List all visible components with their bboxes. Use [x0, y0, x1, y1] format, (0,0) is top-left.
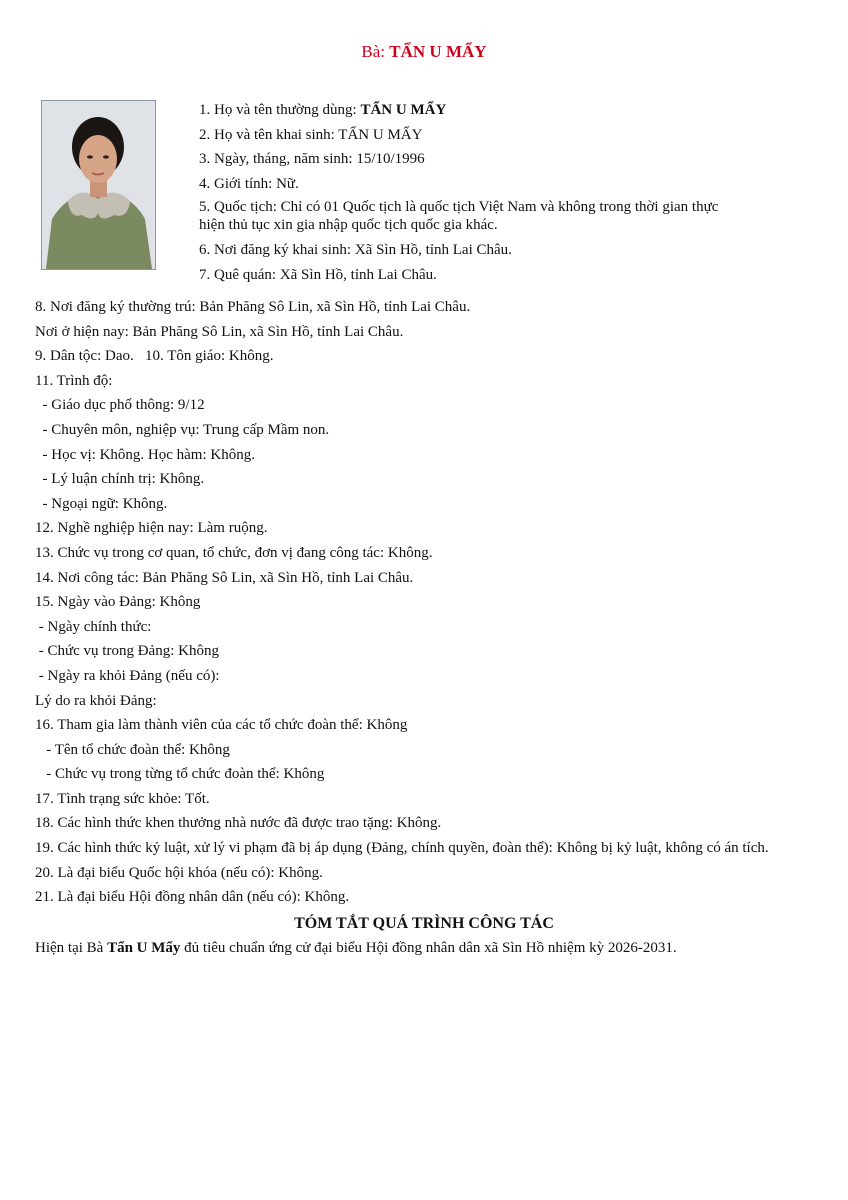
detail-line: - Giáo dục phổ thông: 9/12: [35, 397, 205, 414]
detail-line: Nơi ở hiện nay: Bản Phăng Sô Lin, xã Sìn Hồ, tỉnh Lai Châu.: [35, 323, 404, 340]
detail-line: - Chức vụ trong Đảng: Không: [35, 643, 219, 660]
info-line-5a: 5. Quốc tịch: Chỉ có 01 Quốc tịch là quốc tịch Việt Nam và không trong thời gian thực: [199, 199, 719, 215]
details-list: [35, 295, 825, 960]
detail-line: 19. Các hình thức kỷ luật, xử lý vi phạm đã bị áp dụng (Đảng, chính quyền, đoàn thể): Không bị kỷ luật, không có án tích.: [35, 840, 769, 857]
portrait-image: [42, 101, 155, 269]
title-prefix: Bà:: [361, 42, 390, 61]
info-line-7: 7. Quê quán: Xã Sìn Hồ, tỉnh Lai Châu.: [199, 266, 437, 283]
info-line-5: [199, 196, 799, 238]
detail-line: Lý do ra khỏi Đảng:: [35, 692, 157, 709]
detail-line: 14. Nơi công tác: Bản Phăng Sô Lin, xã Sìn Hồ, tỉnh Lai Châu.: [35, 569, 414, 586]
summary-name: Tẩn U Mẩy: [107, 939, 181, 956]
candidate-name: TẨN U MẨY: [389, 42, 487, 61]
info-line-2: 2. Họ và tên khai sinh: TẨN U MẨY: [199, 126, 423, 143]
detail-line: - Chức vụ trong từng tổ chức đoàn thể: Không: [35, 766, 325, 783]
detail-line: 11. Trình độ:: [35, 372, 113, 389]
detail-line: 18. Các hình thức khen thưởng nhà nước đã được trao tặng: Không.: [35, 815, 442, 832]
info-line-1: 1. Họ và tên thường dùng: TẨN U MẨY: [199, 102, 447, 118]
detail-line: 17. Tình trạng sức khỏe: Tốt.: [35, 790, 210, 807]
detail-line: - Học vị: Không. Học hàm: Không.: [35, 446, 255, 463]
portrait-photo: [41, 100, 156, 270]
summary-line: Hiện tại Bà Tẩn U Mẩy đủ tiêu chuẩn ứng cử đại biểu Hội đồng nhân dân xã Sìn Hồ nhiệm kỳ 2026-2031.: [35, 939, 677, 956]
detail-line: - Ngoại ngữ: Không.: [35, 495, 168, 512]
info-line-6: 6. Nơi đăng ký khai sinh: Xã Sìn Hồ, tỉnh Lai Châu.: [199, 242, 512, 258]
detail-line: 9. Dân tộc: Dao. 10. Tôn giáo: Không.: [35, 348, 274, 365]
info-line-4: 4. Giới tính: Nữ.: [199, 175, 299, 192]
common-name: TẨN U MẨY: [360, 102, 447, 118]
detail-line: 8. Nơi đăng ký thường trú: Bản Phăng Sô Lin, xã Sìn Hồ, tỉnh Lai Châu.: [35, 299, 471, 315]
detail-line: - Lý luận chính trị: Không.: [35, 471, 205, 488]
info-line-3: 3. Ngày, tháng, năm sinh: 15/10/1996: [199, 151, 425, 167]
page-title: [0, 42, 848, 62]
detail-line: 20. Là đại biểu Quốc hội khóa (nếu có): Không.: [35, 864, 323, 881]
section-title: TÓM TẮT QUÁ TRÌNH CÔNG TÁC: [294, 914, 554, 932]
detail-line: 21. Là đại biểu Hội đồng nhân dân (nếu có): Không.: [35, 889, 350, 906]
detail-line: 15. Ngày vào Đảng: Không: [35, 594, 201, 611]
detail-line: - Ngày chính thức:: [35, 618, 152, 635]
detail-line: - Tên tổ chức đoàn thể: Không: [35, 741, 230, 758]
detail-line: 16. Tham gia làm thành viên của các tổ chức đoàn thể: Không: [35, 717, 408, 734]
detail-line: - Chuyên môn, nghiệp vụ: Trung cấp Mầm non.: [35, 421, 330, 438]
detail-line: 12. Nghề nghiệp hiện nay: Làm ruộng.: [35, 520, 268, 537]
detail-line: 13. Chức vụ trong cơ quan, tổ chức, đơn vị đang công tác: Không.: [35, 544, 433, 561]
detail-line: - Ngày ra khỏi Đảng (nếu có):: [35, 667, 220, 684]
info-line-5b: hiện thủ tục xin gia nhập quốc tịch quốc gia khác.: [199, 217, 498, 233]
personal-info-list: [199, 98, 799, 287]
